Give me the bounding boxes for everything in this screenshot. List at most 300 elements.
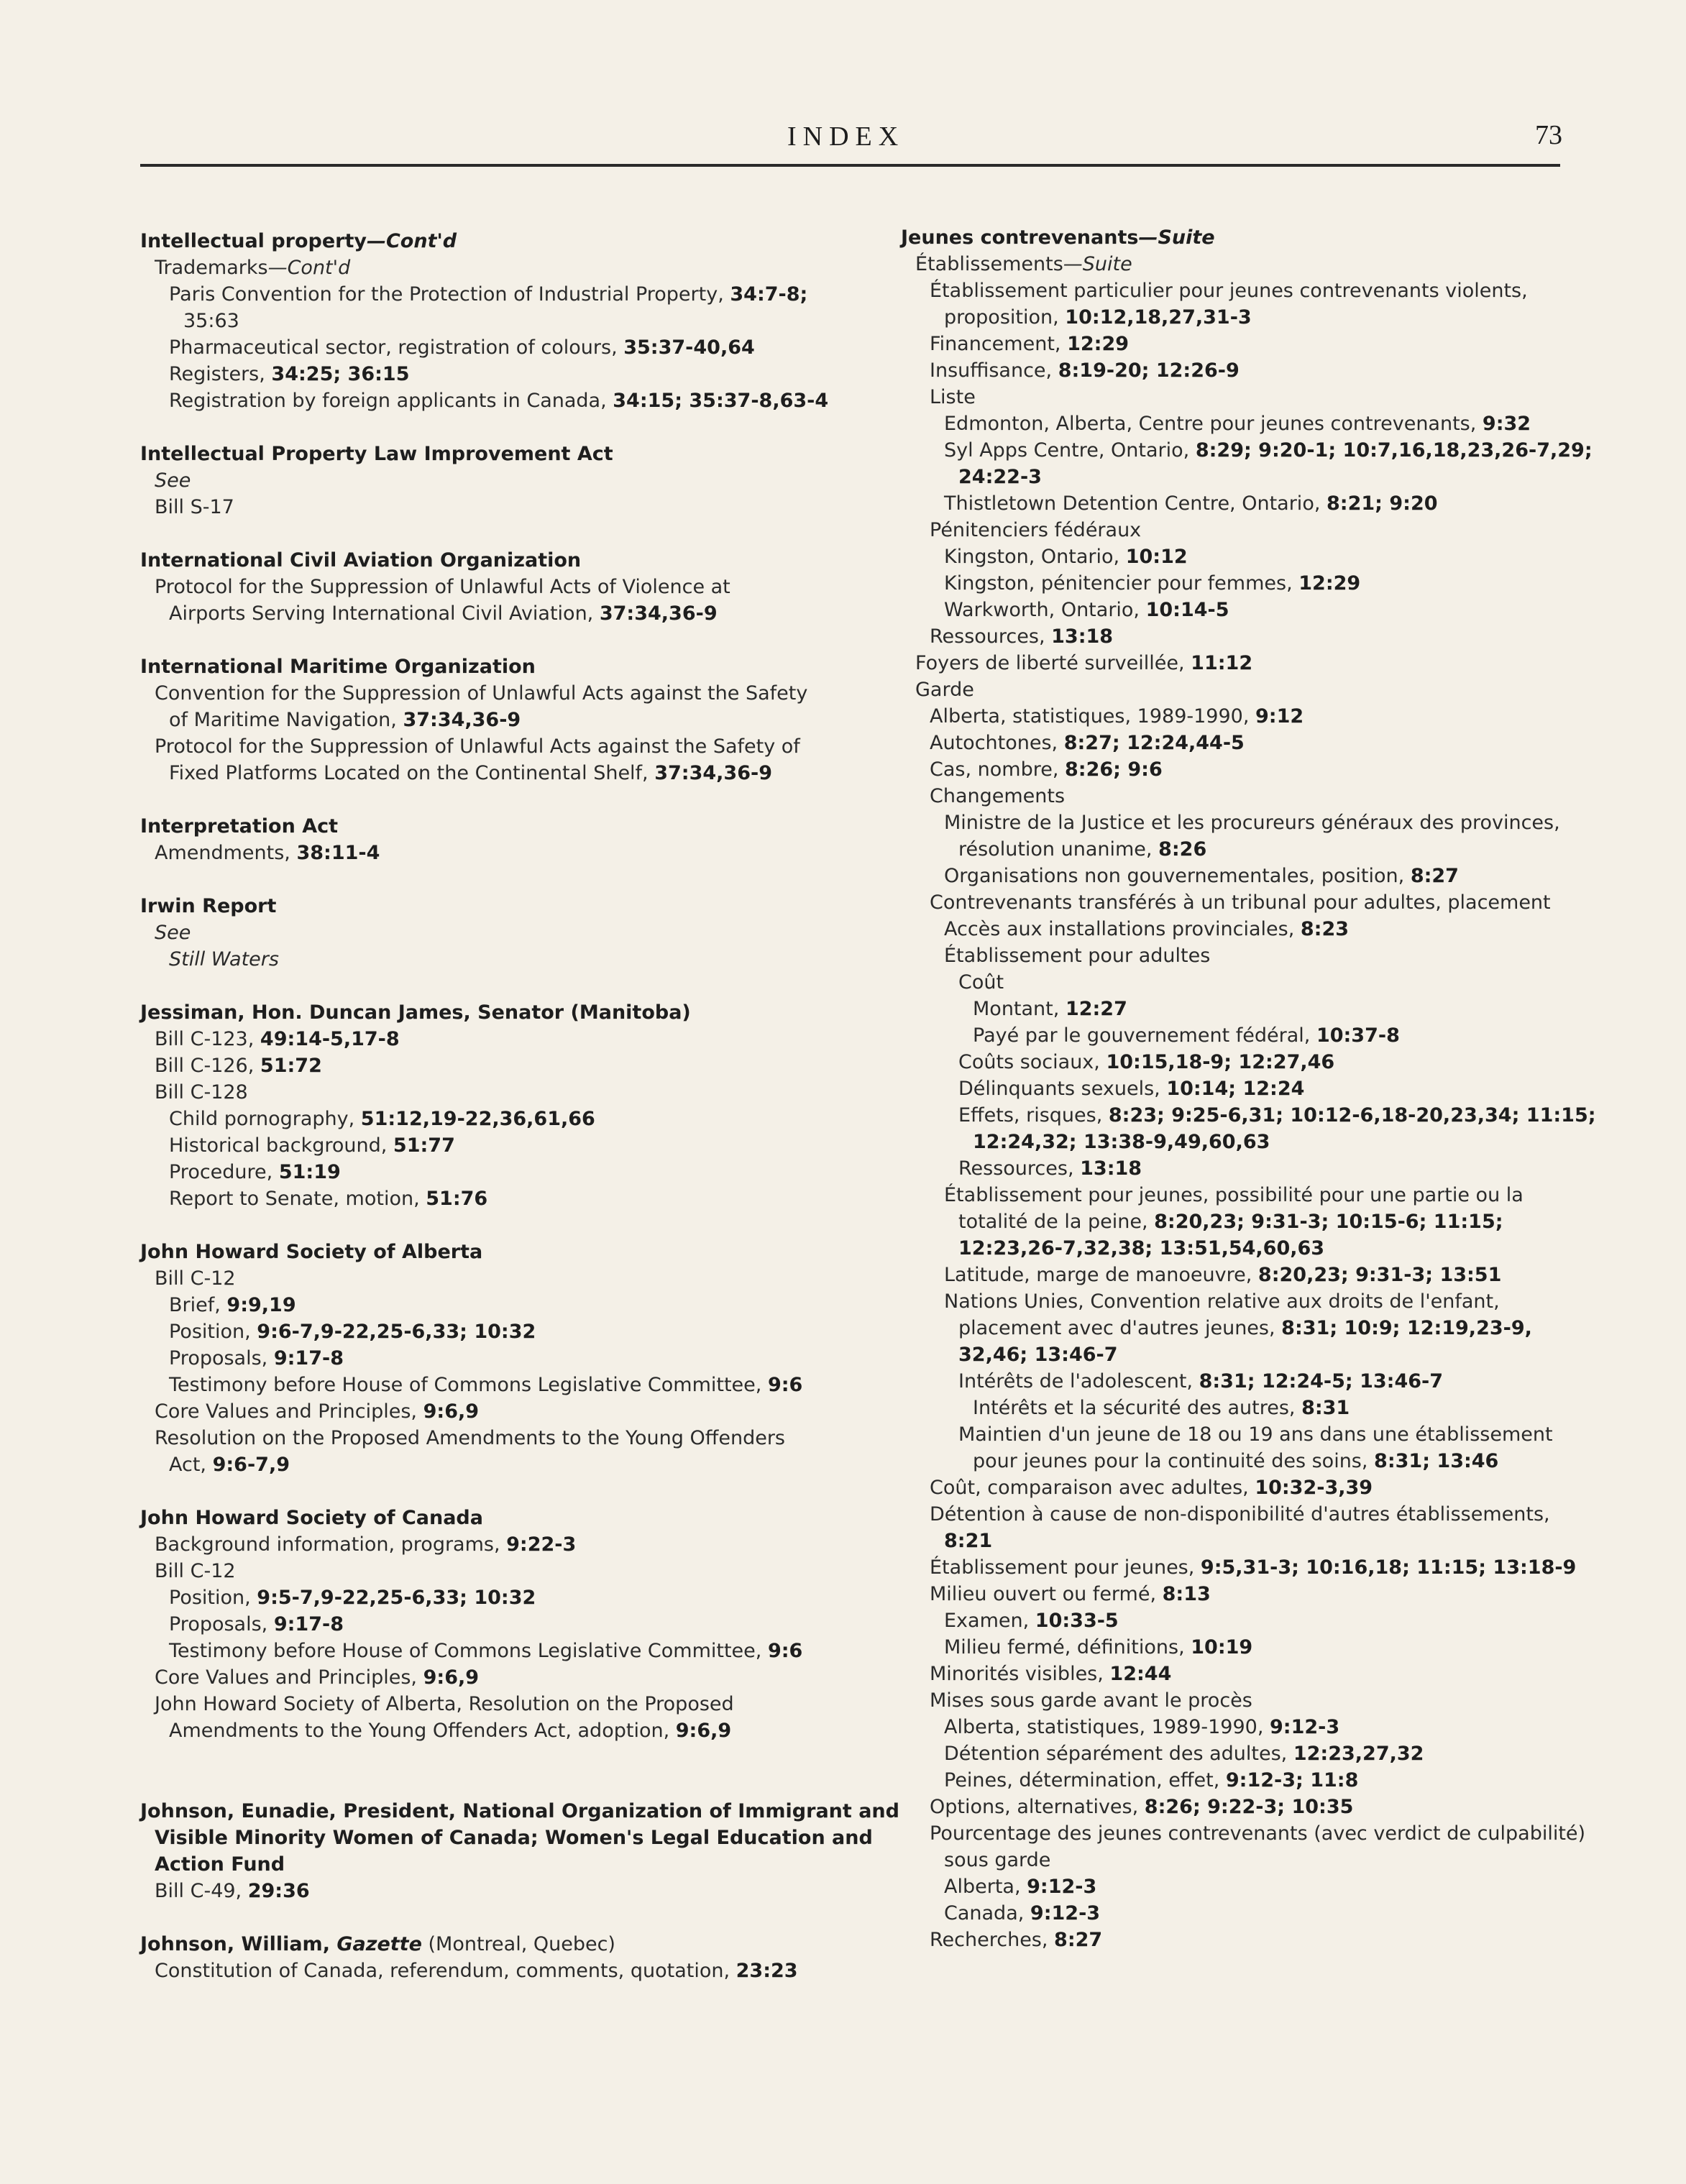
entry-text: Core Values and Principles, (155, 1400, 423, 1423)
index-subentry (958, 1342, 1118, 1368)
index-subentry (930, 1688, 1252, 1714)
page-references: 13:18 (1080, 1157, 1142, 1180)
entry-text: Insuffisance, (930, 359, 1058, 382)
index-subentry (155, 920, 191, 946)
page-references: 51:12,19-22,36,61,66 (360, 1108, 595, 1130)
page-references: 9:6 (767, 1640, 803, 1662)
entry-text: Trademarks (155, 257, 268, 279)
entry-text: résolution unanime, (958, 838, 1159, 861)
index-subentry (169, 1346, 344, 1372)
entry-text: Convention for the Suppression of Unlawful Acts against the Safety (155, 682, 808, 705)
entry-text: Établissement particulier pour jeunes contrevenants violents, (930, 280, 1528, 302)
page-references: 8:26 (1158, 838, 1207, 861)
page-references: 9:6-7,9-22,25-6,33; 10:32 (257, 1321, 536, 1343)
index-subentry (944, 1715, 1339, 1740)
index-subentry (155, 1852, 285, 1878)
page-references: 9:17-8 (273, 1613, 344, 1635)
entry-text: Act, (169, 1454, 213, 1476)
entry-text: Jessiman, Hon. Duncan James, Senator (Manitoba) (140, 1001, 691, 1024)
entry-continued-marker: —Suite (1063, 253, 1132, 275)
page-references: 10:19 (1191, 1636, 1253, 1658)
page-references: 9:12-3 (1270, 1716, 1340, 1738)
entry-text: Latitude, marge de manoeuvre, (944, 1264, 1258, 1286)
entry-text: Changements (930, 785, 1066, 807)
index-subentry (944, 1262, 1501, 1288)
page-references: 35:63 (183, 310, 239, 332)
page-references: 8:13 (1162, 1583, 1211, 1605)
index-subentry (169, 1372, 802, 1398)
entry-text: Core Values and Principles, (155, 1666, 423, 1689)
index-subentry (944, 1528, 992, 1554)
page-references: 8:20,23; 9:31-3; 10:15-6; 11:15; (1154, 1211, 1503, 1233)
index-subentry (930, 1927, 1102, 1953)
entry-text: Accès aux installations provinciales, (944, 918, 1301, 940)
page-references: 35:37-40,64 (623, 336, 755, 359)
index-subentry (973, 996, 1127, 1022)
index-subentry (944, 571, 1360, 597)
index-heading (901, 225, 1215, 251)
entry-text: Bill C-12 (155, 1560, 236, 1582)
index-subentry (169, 601, 718, 627)
index-subentry (169, 761, 772, 786)
page-references: 8:20,23; 9:31-3; 13:51 (1257, 1264, 1502, 1286)
entry-text: Détention à cause de non-disponibilité d'autres établissements, (930, 1503, 1550, 1525)
entry-text: Établissement pour adultes (944, 945, 1211, 967)
index-subentry (973, 1129, 1270, 1155)
page-references: 29:36 (247, 1880, 310, 1902)
index-subentry (973, 1449, 1498, 1474)
entry-continued-marker: —Suite (1138, 226, 1215, 249)
index-heading (140, 441, 613, 467)
index-subentry (155, 1426, 785, 1451)
index-subentry (169, 1585, 536, 1611)
page-references: 10:32-3,39 (1255, 1477, 1373, 1499)
entry-text: Garde (915, 679, 974, 701)
page-references: 23:23 (736, 1960, 798, 1982)
page-references: 9:22-3 (506, 1533, 577, 1556)
index-subentry (155, 1532, 576, 1558)
page-references: 10:33-5 (1035, 1610, 1119, 1632)
index-subentry (944, 1183, 1524, 1208)
index-subentry (944, 863, 1459, 889)
entry-text: Délinquants sexuels, (958, 1078, 1167, 1100)
page-references: 51:72 (260, 1055, 322, 1077)
index-subentry (958, 1422, 1553, 1448)
entry-text: Nations Unies, Convention relative aux droits de l'enfant, (944, 1290, 1500, 1313)
index-heading (140, 894, 276, 919)
index-subentry (944, 411, 1531, 437)
entry-text: Organisations non gouvernementales, position, (944, 865, 1411, 887)
entry-text: Alberta, (944, 1876, 1027, 1898)
index-subentry (930, 358, 1240, 384)
entry-text: Effets, risques, (958, 1104, 1109, 1127)
index-subentry (930, 757, 1163, 783)
index-heading (140, 1239, 482, 1265)
index-subentry (930, 1582, 1211, 1607)
index-subentry (944, 597, 1229, 623)
index-subentry (930, 331, 1129, 357)
index-subentry (155, 1958, 798, 1984)
page-references: 9:6-7,9 (212, 1454, 290, 1476)
entry-text: Coût, comparaison avec adultes, (930, 1477, 1255, 1499)
index-subentry (155, 840, 380, 866)
entry-text: Pharmaceutical sector, registration of colours, (169, 336, 624, 359)
index-subentry (169, 362, 410, 387)
index-subentry (944, 305, 1252, 331)
entry-text: Cas, nombre, (930, 758, 1065, 781)
entry-text: Registration by foreign applicants in Canada, (169, 390, 613, 412)
page-references: 9:5,31-3; 10:16,18; 11:15; 13:18-9 (1200, 1556, 1577, 1579)
page-references: 8:27 (1054, 1929, 1103, 1951)
index-subentry (944, 1289, 1500, 1315)
index-subentry (169, 335, 755, 361)
index-heading (140, 1799, 899, 1825)
index-subentry (155, 681, 807, 707)
entry-text: Financement, (930, 333, 1068, 355)
entry-text: Ressources, (958, 1157, 1081, 1180)
page-references: 11:12 (1191, 652, 1253, 674)
page-references: 12:27 (1065, 998, 1127, 1020)
page-references: 12:44 (1109, 1663, 1172, 1685)
entry-text: Brief, (169, 1294, 227, 1316)
page-references: 34:7-8; (730, 283, 808, 306)
entry-text: Action Fund (155, 1853, 285, 1876)
entry-text: Interpretation Act (140, 815, 339, 838)
page-references: 37:34,36-9 (599, 602, 718, 625)
page-references: 10:12 (1125, 546, 1188, 568)
index-subentry (958, 970, 1004, 996)
page-references: 12:23,26-7,32,38; 13:51,54,60,63 (958, 1237, 1325, 1260)
index-subentry (944, 491, 1438, 517)
entry-text: Alberta, statistiques, 1989-1990, (944, 1716, 1270, 1738)
index-subentry (973, 1395, 1350, 1421)
page-references: 13:18 (1051, 625, 1114, 648)
index-subentry (958, 464, 1042, 490)
index-subentry (944, 917, 1349, 942)
entry-text: Resolution on the Proposed Amendments to the Young Offenders (155, 1427, 785, 1449)
entry-text: totalité de la peine, (958, 1211, 1155, 1233)
entry-text: Canada, (944, 1902, 1030, 1924)
entry-text: Protocol for the Suppression of Unlawful Acts against the Safety of (155, 735, 800, 758)
entry-text: Jeunes contrevenants (901, 226, 1139, 249)
index-subentry (930, 1661, 1171, 1687)
page-references: 8:23 (1300, 918, 1350, 940)
page-references: 8:31; 10:9; 12:19,23-9, (1281, 1317, 1532, 1339)
page-references: 9:17-8 (273, 1347, 344, 1369)
index-subentry (930, 1821, 1585, 1847)
index-subentry (169, 1160, 341, 1185)
entry-text: Paris Convention for the Protection of Industrial Property, (169, 283, 730, 306)
entry-text: See (155, 469, 191, 492)
page-references: 24:22-3 (958, 466, 1042, 488)
index-subentry (183, 308, 239, 334)
page-references: 37:34,36-9 (403, 709, 521, 731)
index-subentry (155, 1665, 479, 1691)
entry-text: Ressources, (930, 625, 1052, 648)
index-subentry (944, 1848, 1050, 1873)
page-references: 8:21 (944, 1530, 993, 1552)
entry-text: Report to Senate, motion, (169, 1188, 426, 1210)
page-references: 9:6,9 (423, 1400, 480, 1423)
index-subentry (958, 1076, 1304, 1102)
index-subentry (155, 1266, 236, 1292)
entry-text: Johnson, William, (140, 1933, 337, 1955)
entry-text: Bill C-12 (155, 1267, 236, 1290)
entry-text: Montant, (973, 998, 1066, 1020)
page-references: 9:9,19 (226, 1294, 296, 1316)
entry-text: John Howard Society of Alberta, Resolution on the Proposed (155, 1693, 734, 1715)
entry-text: Établissement pour jeunes, (930, 1556, 1201, 1579)
entry-text: Airports Serving International Civil Aviation, (169, 602, 600, 625)
entry-text: proposition, (944, 306, 1066, 329)
page-references: 12:23,27,32 (1293, 1743, 1424, 1765)
index-subentry (155, 734, 800, 760)
page-references: 8:31; 13:46 (1374, 1450, 1499, 1472)
entry-text: Liste (930, 386, 976, 408)
entry-text: Testimony before House of Commons Legislative Committee, (169, 1374, 768, 1396)
entry-text: Registers, (169, 363, 272, 385)
index-heading (140, 1505, 483, 1531)
index-subentry (944, 1768, 1358, 1794)
index-subentry (169, 388, 828, 414)
index-subentry (169, 282, 807, 308)
index-heading (140, 548, 581, 574)
page-references: 32,46; 13:46-7 (958, 1344, 1118, 1366)
index-subentry (944, 1741, 1424, 1767)
index-heading (140, 814, 338, 840)
entry-text: Irwin Report (140, 895, 277, 917)
index-subentry (958, 1369, 1443, 1395)
index-subentry (958, 1156, 1142, 1182)
index-subentry (958, 1316, 1532, 1341)
index-heading (140, 654, 536, 680)
entry-text: Position, (169, 1587, 257, 1609)
entry-text: Intérêts de l'adolescent, (958, 1370, 1199, 1392)
entry-text: Milieu ouvert ou fermé, (930, 1583, 1163, 1605)
index-subentry (930, 385, 976, 410)
entry-text: Procedure, (169, 1161, 279, 1183)
page-references: 9:12-3 (1027, 1876, 1097, 1898)
page-references: 12:24,32; 13:38-9,49,60,63 (973, 1131, 1270, 1153)
entry-text: Visible Minority Women of Canada; Women's Legal Education and (155, 1827, 873, 1849)
index-subentry (155, 495, 234, 520)
index-subentry (930, 730, 1245, 756)
index-subentry (930, 1794, 1353, 1820)
index-subentry (915, 651, 1252, 676)
entry-text: Proposals, (169, 1613, 274, 1635)
header-rule (140, 164, 1560, 167)
entry-text: Historical background, (169, 1134, 393, 1157)
index-subentry (169, 1638, 802, 1664)
entry-text: Bill C-126, (155, 1055, 260, 1077)
entry-text: Examen, (944, 1610, 1035, 1632)
index-subentry (958, 1050, 1334, 1075)
index-subentry (155, 255, 350, 281)
page-references: 8:23; 9:25-6,31; 10:12-6,18-20,23,34; 11:15; (1108, 1104, 1596, 1127)
entry-text: Minorités visibles, (930, 1663, 1110, 1685)
page-references: 51:19 (278, 1161, 341, 1183)
entry-text: Intérêts et la sécurité des autres, (973, 1397, 1302, 1419)
index-subentry (944, 943, 1210, 969)
entry-text: Fixed Platforms Located on the Continental Shelf, (169, 762, 655, 784)
entry-text: Mises sous garde avant le procès (930, 1689, 1252, 1712)
page-references: 8:26; 9:6 (1065, 758, 1163, 781)
index-heading (140, 1000, 691, 1026)
entry-text: Constitution of Canada, referendum, comments, quotation, (155, 1960, 736, 1982)
entry-text: Coût (958, 971, 1004, 994)
index-subentry (169, 947, 279, 973)
index-heading (140, 229, 457, 254)
index-subentry (944, 1901, 1100, 1927)
index-subentry (169, 707, 521, 733)
entry-text: Recherches, (930, 1929, 1055, 1951)
index-subentry (169, 1452, 290, 1478)
page-references: 34:25; 36:15 (271, 363, 410, 385)
index-subentry (930, 624, 1113, 650)
entry-text: Bill C-123, (155, 1028, 260, 1050)
entry-text: Still Waters (169, 948, 279, 971)
index-subentry (169, 1293, 296, 1318)
index-subentry (169, 1612, 344, 1638)
page-references: 9:5-7,9-22,25-6,33; 10:32 (257, 1587, 536, 1609)
entry-text: Pourcentage des jeunes contrevenants (avec verdict de culpabilité) (930, 1822, 1586, 1845)
index-subentry (155, 1399, 479, 1425)
page-references: 8:29; 9:20-1; 10:7,16,18,23,26-7,29; (1195, 439, 1593, 462)
index-subentry (169, 1319, 536, 1345)
entry-text: Syl Apps Centre, Ontario, (944, 439, 1196, 462)
entry-text: Établissement pour jeunes, possibilité pour une partie ou la (944, 1184, 1524, 1206)
entry-text: Options, alternatives, (930, 1796, 1145, 1818)
index-subentry (169, 1106, 595, 1132)
entry-text: Kingston, pénitencier pour femmes, (944, 572, 1299, 595)
index-subentry (155, 1027, 400, 1052)
entry-continued-marker: —Cont'd (366, 230, 457, 252)
entry-text: Proposals, (169, 1347, 274, 1369)
entry-text: Alberta, statistiques, 1989-1990, (930, 705, 1255, 728)
entry-text: Amendments, (155, 842, 297, 864)
entry-text: sous garde (944, 1849, 1051, 1871)
entry-text: Johnson, Eunadie, President, National Organization of Immigrant and (140, 1800, 899, 1822)
entry-continued-marker: —Cont'd (267, 257, 351, 279)
index-subentry (155, 1878, 310, 1904)
page-references: 8:31 (1301, 1397, 1350, 1419)
entry-text: Background information, programs, (155, 1533, 507, 1556)
page-header (0, 0, 1686, 173)
index-subentry (155, 1692, 734, 1717)
page-references: 49:14-5,17-8 (260, 1028, 400, 1050)
index-subentry (958, 1103, 1596, 1129)
index-subentry (958, 1236, 1324, 1262)
index-subentry (930, 278, 1528, 304)
page-references: 8:26; 9:22-3; 10:35 (1144, 1796, 1354, 1818)
index-subentry (930, 1502, 1550, 1528)
entry-text: Autochtones, (930, 732, 1064, 754)
entry-text: Warkworth, Ontario, (944, 599, 1146, 621)
index-subentry (930, 1555, 1576, 1581)
page-references: 8:27; 12:24,44-5 (1063, 732, 1245, 754)
index-subentry (155, 1825, 873, 1851)
index-heading (140, 1932, 615, 1958)
index-subentry (155, 1559, 236, 1584)
index-subentry (944, 810, 1560, 836)
entry-text: placement avec d'autres jeunes, (958, 1317, 1282, 1339)
page-references: 9:12-3 (1030, 1902, 1101, 1924)
page-references: 10:15,18-9; 12:27,46 (1106, 1051, 1335, 1073)
page-references: 8:19-20; 12:26-9 (1058, 359, 1240, 382)
entry-text: International Civil Aviation Organization (140, 549, 582, 572)
index-subentry (958, 1209, 1503, 1235)
entry-text: John Howard Society of Canada (140, 1507, 483, 1529)
entry-text: Contrevenants transférés à un tribunal pour adultes, placement (930, 891, 1551, 914)
entry-text: Child pornography, (169, 1108, 361, 1130)
page-references: 38:11-4 (296, 842, 380, 864)
entry-text: of Maritime Navigation, (169, 709, 403, 731)
index-subentry (958, 837, 1206, 863)
index-subentry (155, 574, 730, 600)
page-references: 9:6,9 (675, 1720, 732, 1742)
index-subentry (169, 1133, 455, 1159)
index-subentry (915, 252, 1132, 277)
entry-text: Testimony before House of Commons Legislative Committee, (169, 1640, 768, 1662)
index-subentry (930, 704, 1304, 730)
index-subentry (155, 468, 191, 494)
page-references: 34:15; 35:37-8,63-4 (613, 390, 829, 412)
page-references: 8:31; 12:24-5; 13:46-7 (1199, 1370, 1444, 1392)
entry-text: Bill C-49, (155, 1880, 248, 1902)
index-subentry (169, 1718, 731, 1744)
entry-text: Intellectual property (140, 230, 367, 252)
index-subentry (915, 677, 974, 703)
page-references: 10:37-8 (1316, 1024, 1400, 1047)
page-references: 12:29 (1067, 333, 1130, 355)
entry-text: Pénitenciers fédéraux (930, 519, 1142, 541)
page-references: 9:6 (767, 1374, 803, 1396)
page-references: 10:14; 12:24 (1166, 1078, 1305, 1100)
page-title: INDEX (787, 121, 905, 152)
index-subentry (944, 1635, 1252, 1661)
entry-text: See (155, 922, 191, 944)
index-subentry (169, 1186, 487, 1212)
entry-text: Intellectual Property Law Improvement Act (140, 443, 613, 465)
entry-text: Maintien d'un jeune de 18 ou 19 ans dans une établissement (958, 1423, 1553, 1446)
entry-italic-text: Gazette (336, 1933, 422, 1955)
page-references: 9:12 (1255, 705, 1304, 728)
entry-text: Coûts sociaux, (958, 1051, 1107, 1073)
index-subentry (973, 1023, 1400, 1049)
page-references: 12:29 (1298, 572, 1361, 595)
entry-text: Milieu fermé, définitions, (944, 1636, 1191, 1658)
index-subentry (944, 1608, 1119, 1634)
page-references: 10:14-5 (1145, 599, 1229, 621)
page-references: 51:76 (426, 1188, 488, 1210)
entry-text: Ministre de la Justice et les procureurs généraux des provinces, (944, 812, 1560, 834)
index-subentry (930, 890, 1551, 916)
entry-text: Edmonton, Alberta, Centre pour jeunes contrevenants, (944, 413, 1483, 435)
entry-text: Amendments to the Young Offenders Act, adoption, (169, 1720, 676, 1742)
entry-text: John Howard Society of Alberta (140, 1241, 483, 1263)
index-subentry (944, 1874, 1096, 1900)
entry-text: Établissements (915, 253, 1063, 275)
entry-text: Kingston, Ontario, (944, 546, 1126, 568)
entry-text: International Maritime Organization (140, 656, 536, 678)
entry-text: Protocol for the Suppression of Unlawful Acts of Violence at (155, 576, 730, 598)
page-number: 73 (1535, 120, 1562, 150)
index-subentry (944, 438, 1593, 464)
page-references: 37:34,36-9 (654, 762, 773, 784)
index-subentry (930, 518, 1141, 543)
index-subentry (155, 1080, 248, 1106)
page-references: 51:77 (393, 1134, 455, 1157)
